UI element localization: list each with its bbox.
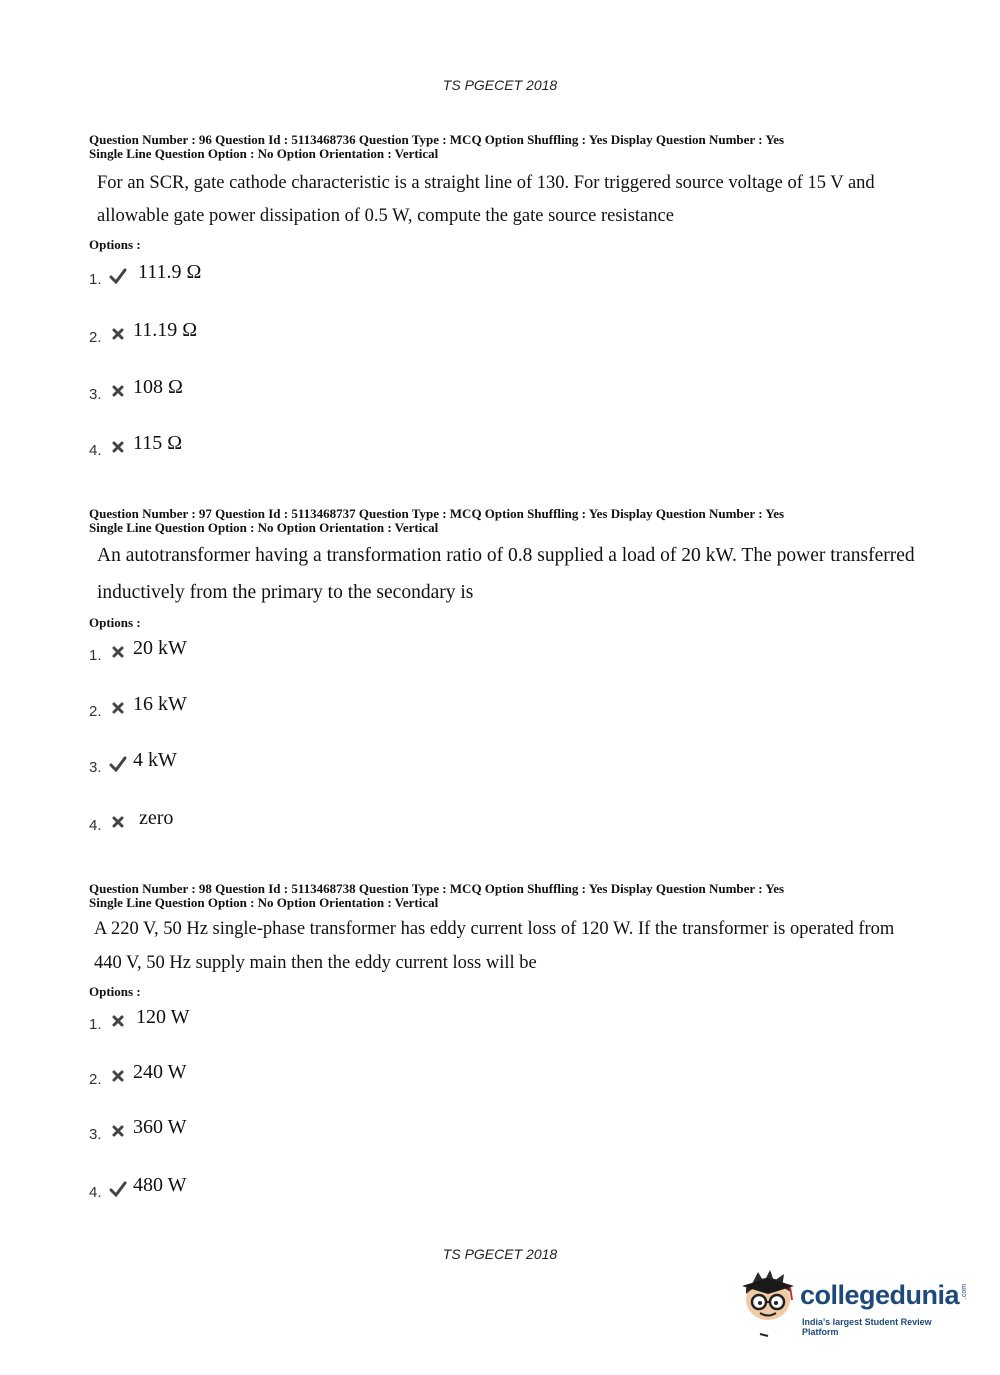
cross-icon: [109, 813, 127, 831]
option-text: 240 W: [133, 1061, 187, 1083]
option-number: 4.: [89, 1184, 102, 1201]
option-text: 16 kW: [133, 693, 187, 715]
option-text: 11.19 Ω: [133, 319, 198, 341]
option-text: 115 Ω: [133, 432, 183, 454]
question-98: [89, 882, 919, 1232]
option-text: 111.9 Ω: [138, 261, 202, 283]
option-number: 2.: [89, 703, 102, 720]
check-icon: [109, 1180, 127, 1198]
question-meta-line2: Single Line Question Option : No Option Orientation : Vertical: [89, 520, 439, 535]
option-text: 20 kW: [133, 637, 187, 659]
options-label: Options :: [89, 615, 141, 630]
option-number: 2.: [89, 1071, 102, 1088]
cross-icon: [109, 1067, 127, 1085]
question-meta-line2: Single Line Question Option : No Option Orientation : Vertical: [89, 146, 439, 161]
question-meta-line1: Question Number : 97 Question Id : 5113468737 Question Type : MCQ Option Shuffling : Yes Display Question Number : Yes: [89, 506, 785, 521]
question-97: [89, 507, 919, 863]
question-96: [89, 133, 919, 485]
options-list: [89, 1000, 919, 1232]
option-number: 3.: [89, 1126, 102, 1143]
question-meta-line1: Question Number : 98 Question Id : 5113468738 Question Type : MCQ Option Shuffling : Yes Display Question Number : Yes: [89, 881, 785, 896]
option-text: zero: [139, 807, 174, 829]
option-number: 3.: [89, 759, 102, 776]
option-number: 1.: [89, 1016, 102, 1033]
cross-icon: [109, 325, 127, 343]
logo-tagline: India's largest Student Review Platform: [802, 1317, 932, 1337]
question-meta-line2: Single Line Question Option : No Option Orientation : Vertical: [89, 895, 439, 910]
options-label: Options :: [89, 984, 141, 999]
logo-suffix: .com: [961, 1283, 969, 1300]
option-number: 1.: [89, 271, 102, 288]
option-text: 360 W: [133, 1116, 187, 1138]
cross-icon: [109, 699, 127, 717]
option-text: 108 Ω: [133, 376, 183, 398]
cross-icon: [109, 1012, 127, 1030]
check-icon: [109, 755, 127, 773]
check-icon: [109, 267, 127, 285]
option-number: 3.: [89, 386, 102, 403]
option-number: 4.: [89, 442, 102, 459]
question-text: An autotransformer having a transformation ratio of 0.8 supplied a load of 20 kW. The power transferred inductively from the primary to the secondary is: [97, 545, 915, 603]
option-number: 1.: [89, 647, 102, 664]
question-text: For an SCR, gate cathode characteristic is a straight line of 130. For triggered source voltage of 15 V and allowable gate power dissipation of 0.5 W, compute the gate source resistance: [97, 173, 875, 226]
option-text: 480 W: [133, 1174, 187, 1196]
page-footer: TS PGECET 2018: [442, 1246, 558, 1262]
options-list: [89, 253, 919, 485]
options-label: Options :: [89, 237, 141, 252]
cross-icon: [109, 438, 127, 456]
option-text: 120 W: [136, 1006, 190, 1028]
question-text: A 220 V, 50 Hz single-phase transformer has eddy current loss of 120 W. If the transformer is operated from 440 V, 50 Hz supply main then the eddy current loss will be: [94, 919, 895, 973]
options-list: [89, 631, 919, 863]
mascot-icon: [738, 1266, 798, 1340]
question-meta-line1: Question Number : 96 Question Id : 5113468736 Question Type : MCQ Option Shuffling : Yes Display Question Number : Yes: [89, 132, 785, 147]
cross-icon: [109, 1122, 127, 1140]
logo-wordmark: collegedunia: [800, 1280, 960, 1310]
collegedunia-logo: [738, 1266, 970, 1340]
option-text: 4 kW: [133, 749, 177, 771]
option-number: 4.: [89, 817, 102, 834]
option-number: 2.: [89, 329, 102, 346]
cross-icon: [109, 382, 127, 400]
page-header: TS PGECET 2018: [442, 77, 558, 93]
cross-icon: [109, 643, 127, 661]
